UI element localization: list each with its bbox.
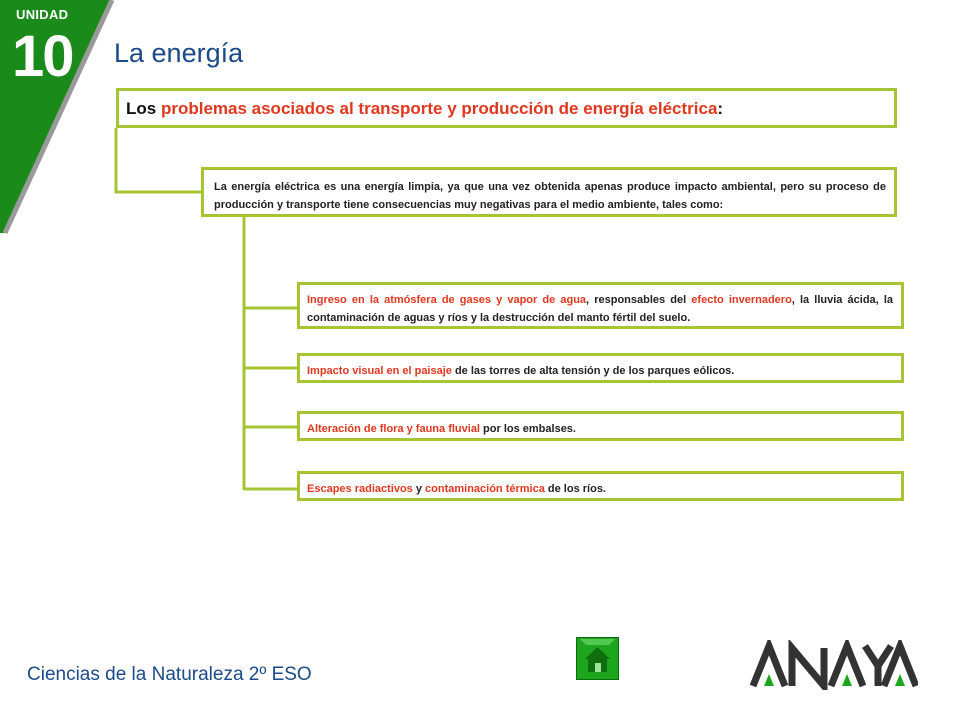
item-text: y: [412, 483, 426, 495]
heading-highlight: problemas asociados al transporte y producción de energía eléctrica: [160, 99, 718, 118]
item-text: de las torres de alta tensión y de los parques eólicos.: [451, 365, 735, 377]
intro-text: La energía eléctrica es una energía limpia, ya que una vez obtenida apenas produce impacto ambiental, pero su proceso de producción y transporte tiene consecuencias muy negativas para el medio ambiente, tales como:: [214, 181, 886, 211]
item-highlight: Impacto visual en el paisaje: [307, 365, 452, 377]
anaya-logo: [748, 640, 918, 690]
consequence-item-flora: [297, 411, 904, 441]
item-highlight: Alteración de flora y fauna fluvial: [307, 423, 480, 435]
item-highlight: efecto invernadero: [691, 294, 792, 306]
unit-label: UNIDAD: [16, 7, 69, 22]
home-button[interactable]: [576, 637, 619, 680]
footer-subject: Ciencias de la Naturaleza 2º ESO: [27, 664, 312, 685]
item-text: , la lluvia ácida, la contaminación de aguas y ríos y la destrucción del manto fértil del suelo.: [307, 294, 894, 324]
item-highlight: contaminación térmica: [425, 483, 545, 495]
main-heading-box: [116, 88, 897, 128]
consequence-item-radiactive: [297, 471, 904, 501]
item-text: , responsables del: [586, 294, 692, 306]
home-icon: [577, 638, 618, 679]
page-title: La energía: [114, 38, 244, 68]
consequence-item-gases: [297, 282, 904, 329]
unit-number: 10: [12, 24, 73, 89]
intro-box: [201, 167, 897, 217]
consequence-item-visual: [297, 353, 904, 383]
item-highlight: Ingreso en la atmósfera de gases y vapor de agua: [307, 294, 587, 306]
heading-prefix: Los: [126, 99, 161, 118]
item-highlight: Escapes radiactivos: [307, 483, 413, 495]
heading-suffix: :: [717, 99, 724, 118]
item-text: de los ríos.: [544, 483, 606, 495]
item-text: por los embalses.: [480, 423, 576, 435]
